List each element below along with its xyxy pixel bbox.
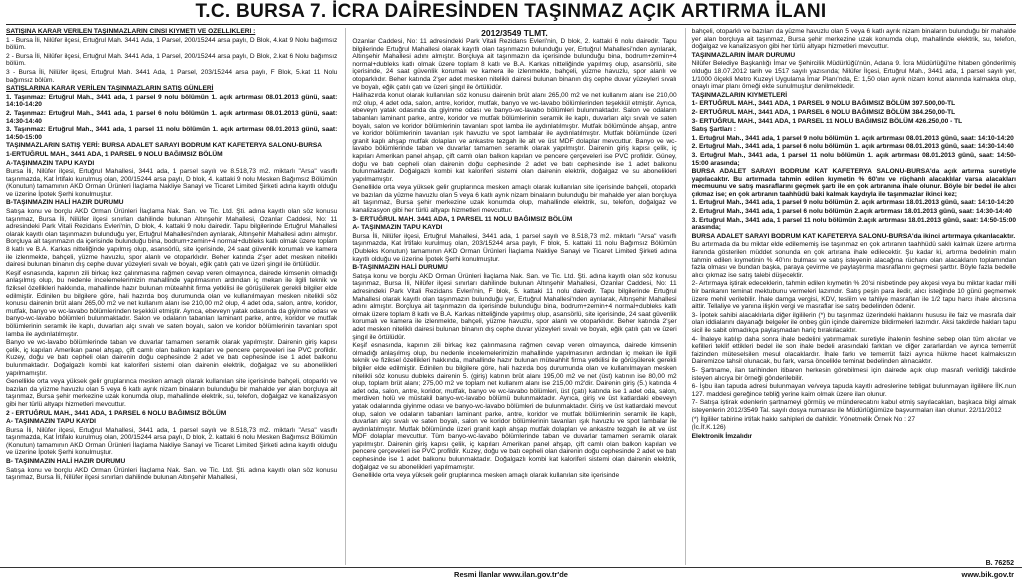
paragraph: 3. Ertuğrul Mah., 3441 ada, 1 parsel 11 nolu bölümün 2.açık artırması 18.01.2013 günü, saat: 14:50-15:00 arasında; [691, 216, 1016, 232]
paragraph: 3. Ertuğrul Mah., 3441 ada, 1 parsel 11 nolu bölümün 1. açık artırması 08.01.2013 günü, saat: 14:50-15:00 arasında; [691, 151, 1016, 167]
column-middle [345, 28, 676, 565]
paragraph: SATIŞINA KARAR VERİLEN TAŞINMAZLARIN CİNSİ KIYMETİ VE ÖZELLİKLERİ : [6, 28, 256, 35]
reference-code: B. 76252 [985, 560, 1014, 567]
paragraph: Keşif esnasında, kapının zili birkaç kez çalınmasına rağmen cevap veren olmayınca, dairede kimsenin olmadığı anlaşılmış olup, bu nedenle incelemelerimizin mahallinde yapılmasının ardından iç mekan ile ilgili teknik ve fiziksel özellikleri hakkında, mahallinde hazır bulunan müteahhit firma yetkilisi ile görüşülerek gerekli bilgiler elde edilmiştir. Edinilen bu bilgilere göre, hali hazırda boş durumunda olan ve kullanılmayan mesken nitelikli söz konusu dubleks dairenin 5. (giriş) katının brüt alanı 195,00 m2 ve net (üst) katının ise 80,00 m2 olup, toplam brüt alanı; 275,00 m2 ve toplam net kullanım alanı ise 215,00 m2'dir. Dairenin giriş (5.) katında 4 adet oda, salon, antre, koridor, mutfak, banyo ve wc-lavabo bölümleri, üst (çatı) katında ise 1 adet oda, salon, merdiven holü ve müstakil banyo-wc-lavabo bölümü bulunmaktadır. Ayrıca, giriş ve üst katlardaki ebeveyn yatak odalarında giyinme odası ve banyo-wc-lavabo bölümleri de bulunmaktadır. Giriş ve üst katlardaki mevcut olup, salon ve odaların tabanları laminant parke, antre, koridor ve mutfak bölümlerinin seramik ile kaplı, duvarları alçı sıvalı ve saten boyalı, salon ve koridor bölümlerinin tavanları ışık havuzlu ve spot lambalar ile aydınlatılmıştır. Mutfak bölümünde üzeri granit kaplı ahşap mutfak dolapları ve ankastre tezgah ile alt ve üst MDF dolaplar mevcuttur. Tüm banyo-wc-lavabo bölümlerinde taban ve duvarlar tamamen seramik olarak yapılmıştır. Dairenin giriş kapısı çelik, iç kapıları Amerikan panel ahşap, çift camlı olan balkon kapıları ve pencere çerçeveleri ise PVC profildir. Kuzey, doğu ve batı cepheli olan dairenin doğu cephesinde 2 adet ve batı cephesinde ise 1 adet balkonu bulunmaktadır. Doğalgazlı kombi kat kaloriferi sistemi olan dairenin elektrik, doğalgaz ve su abonelikleri yapılmamıştır. [352, 342, 677, 471]
column-left [6, 28, 337, 565]
paragraph: 2. Taşınmaz: Ertuğrul Mah., 3441 ada, 1 parsel 6 nolu bölümün 1. açık artırması 08.01.2013 günü, saat: 14:30-14:40 [6, 109, 338, 125]
footer [0, 567, 1022, 582]
footer-center: Resmi İlanlar www.ilan.gov.tr'de [454, 570, 568, 579]
paragraph: 2 - Bursa İli, Nilüfer ilçesi, Ertuğrul Mah. 3441 Ada, 1 Parsel, 200/15244 arsa paylı, D Blok, 2.kat 6 Nolu bağımsız bölüm. [6, 52, 338, 68]
paragraph: 1. Taşınmaz: Ertuğrul Mah., 3441 ada, 1 parsel 9 nolu bölümün 1. açık artırması 08.01.2013 günü, saat: 14:10-14:20 [6, 93, 338, 109]
paragraph: 1-ERTUĞRUL MAH., 3441 ADA, 1 PARSEL 9 NOLU BAĞIMSIZ BÖLÜM [6, 150, 223, 158]
paragraph: 5- Şartname, ilan tarihinden itibaren herkesin görebilmesi için dairede açık olup masrafı verildiği takdirde isteyen alıcıya bir örneği gönderilebilir. [691, 366, 1016, 382]
footer-website: www.bik.gov.tr [961, 570, 1014, 579]
paragraph: 4- İhaleye katılıp daha sonra ihale bedelini yatırmamak suretiyle ihalenin feshine sebep olan tüm alıcılar ve kefilleri teklif ettikleri bedel ile son ihale bedeli arasındaki farktan ve diğer zararlardan ve ayrıca temerrüt faizinden müteselsilen mesul olacaklardır. İhale farkı ve temerrüt faizi ayrıca hükme hacet kalmaksızın Dairemizce tahsil olunacak, bu fark, varsa öncelikle teminat bedelinden alınacaktır. [691, 335, 1016, 366]
paragraph: A- TAŞINMAZIN TAPU KAYDI [352, 224, 443, 232]
paragraph: 3- ERTUĞRUL MAH. 3441 ADA, 1 PARSEL 11 NOLU BAĞIMSIZ BÖLÜM [352, 215, 573, 223]
paragraph: B-TAŞINMAZIN HALİ DURUMU [352, 264, 448, 272]
paragraph: 3- ERTUĞRUL MAH., 3441 ADA, 1 PARSEL 11 NOLU BAĞIMSIZ BÖLÜM 426.250,00 - TL [691, 117, 963, 125]
paragraph: Halihazırda konut olarak kullanılan söz konusu dairenin brüt alanı 265,00 m2 ve net kullanım alanı ise 210,00 m2 olup, 4 adet oda, salon, antre, koridor, mutfak, banyo ve wc-lavabo bölümlerinden teşekkül etmiştir. Ayrıca, ebeveyn yatak odasında da giyinme odası ve banyo-wc-lavabo bölümleri bulunmaktadır. Salon ve odaların tabanları laminant parke, antre, koridor ve mutfak bölümlerinin seramik ile kaplı, duvarları alçı sıvalı ve saten boyalı, salon ve koridor bölümlerinin tavanları spot lamba ile aydınlatılmıştır. Mutfak bölümünde ahşap, antre ve koridor bölümlerinin tavanları ışık havuzlu ve spot lambalar ile aydınlatılmıştır. Mutfak bölümünde üzeri granit kaplı ahşap mutfak dolapları ve ankastre tezgah ile alt ve üst MDF dolaplar mevcuttur. Banyo ve wc-lavabo bölümlerinde taban ve duvarlar tamamen seramik olarak yapılmıştır. Dairenin giriş kapısı çelik, iç kapıları Amerikan panel ahşap, çift camlı olan balkon kapıları ve pencere çerçeveleri ise PVC profildir. Güney, doğu ve batı cepheli olan dairenin doğu cephesinde 2 adet ve batı cephesinde ise 1 adet balkonu bulunmaktadır. Doğalgazlı kombi kat kaloriferi sistemi olan dairenin elektrik, doğalgaz ve su abonelikleri yapılmamıştır. [352, 92, 677, 183]
paragraph: 1. Ertuğrul Mah., 3441 ada, 1 parsel 9 nolu bölümün 2. açık artırması 18.01.2013 günü, saat: 14:10-14:20 [691, 199, 1014, 207]
paragraph: 2 - ERTUĞRUL MAH., 3441 ADA, 1 PARSEL 6 NOLU BAĞIMSIZ BÖLÜM [6, 409, 227, 417]
paragraph: BURSA ADALET SARAYI BODRUM KAT KAFETERYA SALONU-BURSA'da açık artırma suretiyle yapılacaktır. Bu artırmada tahmin edilen kıymetin % 60'ını ve rüçhanlı alacaklılar varsa alacakları mecmuunu ve satış masraflarını geçmek şartı ile en çok artıranına ihale olunur. Böyle bir bedel ile alıcı çıkmaz ise; en çok artıranın taahhüdü baki kalmak kaydıyla ile taşınmazlar ikinci kez; [691, 168, 1016, 198]
paragraph: B- TAŞINMAZIN HALİ HAZIR DURUMU [6, 458, 126, 466]
paragraph: 1. Ertuğrul Mah., 3441 ada, 1 parsel 9 nolu bölümün 1. açık artırması 08.01.2013 günü, saat: 14:10-14:20 [691, 134, 1014, 142]
paragraph: TAŞINMAZLARIN İMAR DURUMU [691, 51, 796, 59]
paragraph: Genellikle orta veya yüksek gelir gruplarınca mesken amaçlı olarak kullanılan site içerisinde [352, 472, 620, 480]
paragraph: A-TAŞINMAZIN TAPU KAYDI [6, 159, 95, 167]
paragraph: Satışa konu ve borçlu AKD Orman Ürünleri İlaçlama Nak. San. ve Tic. Ltd. Şti. adına kayıtlı olan söz konusu taşınmaz, Bursa İli, Nilüfer ilçesi sınırları dahilinde bulunan Altınşehir Mahallesi, [6, 466, 338, 482]
paragraph: TAŞINMAZLARIN KIYMETLERİ [691, 91, 788, 99]
paragraph: 2. Ertuğrul Mah., 3441 ada, 1 parsel 6 nolu bölümün 2.açık artırması 18.01.2013 günü, saat: 14:30-14:40 [691, 208, 1012, 216]
paragraph: 3 - Bursa İli, Nilüfer ilçesi, Ertuğrul Mah. 3441 Ada, 1 Parsel, 203/15244 arsa paylı, F Blok, 5.kat 11 Nolu bağımsız bölüm. [6, 68, 338, 84]
paragraph: Elektronik İmzalıdır [691, 432, 753, 440]
paragraph: Bursa İli, Nilüfer ilçesi, Ertuğrul Mahallesi, 3441 ada, 1 parsel sayılı ve 8.518,73 m2. miktarlı "Arsa" vasıflı taşınmazda, Kat İrtifakı kurulmuş olan, 200/15244 arsa paylı, D blok, 2. kattaki 6 nolu Mesken Bağımsız Bölümün (Konutun) tamamının AKD Orman Ürünleri İlaçlama Nakliye Sanayi ve Ticaret Limited Şirketi adına kayıtlı olduğu ve üzerine İpotek Şerhi konulmuştur. [6, 426, 338, 457]
paragraph: (İc.İf.K.126) [691, 424, 726, 432]
paragraph: TAŞINMAZLARIN SATIŞ YERİ: BURSA ADALET SARAYI BODRUM KAT KAFETERYA SALONU-BURSA [6, 142, 323, 150]
paragraph: 7- Satışa iştirak edenlerin şartnameyi görmüş ve münderecatını kabul etmiş sayılacakları, başkaca bilgi almak isteyenlerin 2012/3549 Tal. sayılı dosya numarası ile Müdürlüğümüze başvurmaları ilan olunur. 22/11/2012 [691, 399, 1016, 414]
paragraph: Banyo ve wc-lavabo bölümlerinde taban ve duvarlar tamamen seramik olarak yapılmıştır. Dairenin giriş kapısı çelik, iç kapıları Amerikan panel ahşap, çift camlı olan balkon kapıları ve pencere çerçeveleri ise PVC profildir. Kuzey, doğu ve batı cepheli olan dairenin doğu cephesinde 2 adet ve batı cephesinde ise 1 adet balkonu bulunmaktadır. Doğalgazlı kombi kat kaloriferi sistemi olan dairenin elektrik, doğalgaz ve su abonelikleri yapılmamıştır. [6, 339, 338, 377]
paragraph: Ozanlar Caddesi, No: 11 adresindeki Park Vitali Rezidans Evleri'nin, D blok, 2. kattaki 6 nolu dairedir. Tapu bilgilerinde Ertuğrul Mahallesi olarak kayıtlı olan taşınmazın bulunduğu yer, Ertuğrul Mahallesi'nden ayrılarak, Altınşehir Mahallesi adını almıştır. Borçluya ait taşınmazın da içerisinde bulunduğu bina, bodrum+zemin+4 normal+dubleks katlı olmak üzere toplam 8 katlı ve B.A. Karkas nitteliğinde yapılmış olup, asansörlü, site içerisinde, 24 saat güvenlik korumalı ve kamera ile izlenmekte, bahçeli, yüzme havuzlu, spor alanlı ve otoparklıdır. Beher katında 2'şer adet mesken niteliklı dairesi bulunan binanın dış cephe duvar yüzeyleri sıvalı ve boyalı, eğik çatılı çatı ve üzeri şingıl ile örtülüdür. [352, 38, 677, 91]
paragraph: Satışa konu ve borçlu AKD Orman Ürünleri İlaçlama Nak. San. ve Tic. Ltd. Şti. adına kayıtlı olan söz konusu taşınmaz, Bursa İli, Nilüfer ilçesi sınırları dahilinde bulunan Altınşehir Mahallesi, Ozanlar Caddesi, No: 11 adresindeki Park Vitali Rezidans Evleri'nin, D blok, 4. kattaki 9 nolu dairedir. Tapu bilgilerinde Ertuğrul Mahallesi olarak kayıtlı olan taşınmazın bulunduğu yer, Ertuğrul Mahallesi'nden ayrılarak, Altınşehir Mahallesi adını almıştır. Borçluya ait taşınmazın da içerisinde bulunduğu bina, bodrum+zemin+4 normal+dubleks katlı olmak üzere toplam 8 katlı ve B.A. Karkas nitteliğinde yapılmış olup, asansörlü, site içerisinde, 24 saat güvenlik korumalı ve kamera ile izlenmekte, bahçeli, yüzme havuzlu, spor alanlı ve otoparklıdır. Beher katında 2'şer adet mesken niteliklı dairesi bulunan binanın dış cephe duvar yüzeyleri sıvalı ve boyalı, eğik çatılı çatı ve üzeri şingıl ile örtülüdür. [6, 208, 338, 269]
notice-body [6, 25, 1016, 565]
paragraph: SATIŞLARINA KARAR VERİLEN TAŞINMAZLARIN SATIŞ GÜNLERİ [6, 85, 214, 93]
paragraph: A- TAŞINMAZIN TAPU KAYDI [6, 418, 96, 426]
paragraph: Bursa İli, Nilüfer ilçesi, Ertuğrul Mahallesi, 3441 ada, 1 parsel sayılı ve 8.518,73 m2. miktarlı "Arsa" vasıflı taşınmazda, Kat İrtifakı kurulmuş olan, 203/15244 arsa paylı, F blok, 5. kattaki 11 nolu Bağımsız Bölümün (Dubleks Konutun) tamamının AKD Orman Ürünleri İlaçlama Nakliye Sanayi ve Ticaret Limited Şirketi adına kayıtlı olduğu ve üzerine İpotek Şerhi konulmuştur. [352, 232, 677, 263]
paragraph: B-TAŞINMAZIN HALİ HAZIR DURUMU [6, 199, 124, 207]
paragraph: bahçeli, otoparklı ve bazıları da yüzme havuzlu olan 5 veya 6 katlı ayrık nizam binaların bulunduğu bir mahalde yer alan borçluya ait taşınmaz, Bursa şehir merkezine uzak konumda olup, mahallinde elektrik, su, telefon, doğalgaz ve kanalizasyon gibi her türlü altyapı hizmetleri mevcuttur. [691, 28, 1016, 51]
paragraph: Bursa İli, Nilüfer ilçesi, Ertuğrul Mahallesi, 3441 ada, 1 parsel sayılı ve 8.518,73 m2. miktarlı "Arsa" vasıflı taşınmazda, Kat İrtifakı kurulmuş olan, 200/15244 arsa paylı, D blok, 4. kattaki 9 nolu Mesken Bağımsız Bölümün (Konutun) tamamının AKD Orman Ürünleri İlaçlama Nakliye Sanayi ve Ticaret Limited Şirketi adına kayıtlı olduğu ve üzerine İpotek Şerhi konulmuştur. [6, 168, 338, 198]
paragraph: Bu artırmada da bu miktar elde edilememiş ise taşınmaz en çok artıranın taahhüdü saklı kalmak üzere artırma ilanında gösterilen müddet sonunda en çok artırana ihale edilecektir. Şu kadar ki, artırma bedelinin malın tahmin edilen kıymetinin % 40'ını bulması ve satış isteyenin alacağına rüchanı olan alacakların toplamından fazla olması ve bundan başka, paraya çevirme ve paylaştırma masraflarını geçmesi şarttır. Böyle fazla bedelle alıcı çıkmaz ise satış talebi düşecektir. [691, 241, 1016, 279]
paragraph: 2. Ertuğrul Mah., 3441 ada, 1 parsel 6 nolu bölümün 1. açık artırması 08.01.2013 günü, saat: 14:30-14:40 [691, 143, 1014, 151]
paragraph: Satışa konu ve borçlu AKD Orman Ürünleri İlaçlama Nak. San. ve Tic. Ltd. Şti. adına kayıtlı olan söz konusu taşınmaz, Bursa İli, Nilüfer ilçesi sınırları dahilinde bulunan Altınşehir Mahallesi, Ozanlar Caddesi, No: 11 adresindeki Park Vitali Rezidans Evleri'nin, F blok, 5. kattaki 11 nolu dairedir. Tapu bilgilerinde Ertuğrul Mahallesi olarak kayıtlı olan taşınmazın bulunduğu yer, Ertuğrul Mahallesi'nden ayrılarak, Altınşehir Mahallesi adını almıştır. Borçluya ait taşınmazın da içerisinde bulunduğu bina, bodrum+zemin+4 normal+dubleks katlı olmak üzere toplam 8 katlı ve B.A. Karkas nitteliğinde yapılmış olup, asansörlü, site içerisinde, 24 saat güvenlik korumalı ve kamera ile izlenmekte, bahçeli, yüzme havuzlu, spor alanlı ve otoparklıdır. Beher katında 2'şer adet mesken niteliklı dairesi bulunan binanın dış cephe duvar yüzeyleri sıvalı ve boyalı, eğik çatılı çatı ve üzeri şingıl ile örtülüdür. [352, 272, 677, 341]
paragraph: 2- Artırmaya iştirak edeceklerin, tahmin edilen kıymetin % 20'si nisbetinde pey akçesi veya bu miktar kadar milli bir bankanın teminat mektubunu vermeleri lazımdır. Satış peşin para iledir, alıcı isteğinde 10 günü geçmemek üzere mehil verilebilir. İhale damga vergisi, KDV, tesliim ve tahliye masrafları ile 1/2 tapu harcı ihale alıcısına aittir. Tellaliye ve yanına ilişkin vergi ve masraflar ise satış bedelinden ödenir. [691, 280, 1016, 311]
paragraph: Genellikle orta veya yüksek gelir gruplarınca mesken amaçlı olarak kullanılan site içerisinde bahçeli, otoparklı ve bazıları da yüzme havuzlu olan 5 veya 6 katlı ayrık nizam binaların bulunduğu bir mahalde yer alan borçluya ait taşınmaz, Bursa şehir merkezine uzak konumda olup, mahallinde elektrik, su, telefon, doğalgaz ve kanalizasyon gibi her türlü altyapı hizmetleri mevcuttur. [352, 184, 677, 215]
paragraph: Genellikle orta veya yüksek gelir gruplarınca mesken amaçlı olarak kullanılan site içerisinde bahçeli, otoparklı ve bazıları da yüzme havuzlu olan 5 veya 6 katlı ayrık nizam binaların bulunduğu bir mahalde yer alan borçluya ait taşınmaz, Bursa şehir merkezine uzak konumda olup, mahallinde elektrik, su, telefon, doğalgaz ve kanalizasyon gibi her türlü altyapı hizmetleri mevcuttur. [6, 378, 338, 408]
page-title: T.C. BURSA 7. İCRA DAİRESİNDEN TAŞINMAZ AÇIK ARTIRMA İLANI [6, 0, 1016, 25]
column-right [685, 28, 1016, 565]
file-number: 2012/3549 TLMT. [481, 28, 548, 38]
paragraph: 3- İpotek sahibi alacaklılarla diğer ilgililerin (*) bu taşınmaz üzerindeki haklarını hususu ile faiz ve masrafa dair olan iddialarını dayanağı belgeler ile onbeş gün içinde dairemize bildirmeleri lazımdır. Aksi takdirde hakları tapu sicil ile sabit olmadıkça paylaşmadan hariç bırakılacaktır. [691, 311, 1016, 334]
paragraph: BURSA ADALET SARAYI BODRUM KAT KAFETERYA SALONU-BURSA'da ikinci artırmaya çıkarılacaktır. [691, 232, 1016, 240]
paragraph: Keşif esnasında, kapının zili birkaç kez çalınmasına rağmen cevap veren olmayınca, dairede kimsenin olmadığı anlaşılmış olup, bu nedenle incelemelerimizin mahallinde yapılmasının ardından iç mekan ile ilgili teknik ve fiziksel özellikleri hakkında, mahallinde hazır bulunan müteahhit firma yetkilisi ile görüşülerek gerekli bilgiler elde edilmiştir. Edinilen bu bilgilere göre, hali hazırda boş durumunda olan ve kullanılmayan mesken nitelikli söz konusu dairenin brüt alanı 265,00 m2 ve net kullanım alanı ise 210,00 m2 olup, 4 adet oda, salon, antre, koridor, mutfak, banyo ve wc-lavabo bölümlerinden teşekkül etmiştir. Ayrıca, ebeveyn yatak odasında da giyinme odası ve banyo-wc-lavabo bölümleri bulunmaktadır. Salon ve odaların tabanları laminant parke, antre, koridor ve mutfak bölümlerinin seramik ile kaplı, duvarları alçı sıvalı ve saten boyalı, salon ve koridor bölümlerinin tavanları spot lamba ile aydınlatılmıştır. [6, 269, 338, 338]
paragraph: 1 - Bursa İli, Nilüfer ilçesi, Ertuğrul Mah. 3441 Ada, 1 Parsel, 200/15244 arsa paylı, D Blok, 4.kat 9 Nolu bağımsız bölüm. [6, 36, 338, 52]
paragraph: 3. Taşınmaz: Ertuğrul Mah., 3441 ada, 1 parsel 11 nolu bölümün 1. açık artırması 08.01.2013 günü, saat: 14:50-15:00 [6, 126, 338, 141]
paragraph: (*) İlgililer tabirine irtifak hakkı sahipleri de dahildir. Yönetmelik Örnek No : 27 [691, 415, 916, 423]
paragraph: Satış Şartları : [691, 126, 736, 134]
paragraph: 1- ERTUĞRUL MAH., 3441 ADA, 1 PARSEL 9 NOLU BAĞIMSIZ BÖLÜM 397.500,00-TL [691, 100, 956, 108]
paragraph: Nilüfer Belediye Başkanlığı İmar ve Şehircilik Müdürlüğü'nün, Adana 9. İcra Müdürlüğü'ne hitaben gönderilmiş olduğu 18.07.2012 tarih ve 1517 sayılı yazısında; Nilüfer İlçesi, Ertuğrul Mah., 3441 ada, 1 parsel sayılı yer, 1/1000 ölçekli Metro Kuzeyi Uygulama İmar Planı'nda, E: 1,50 olan ayrık nizam konut alanında kalmakta olup, onaylı imar planı örneği ekte sunulmuştur denilmektedir. [691, 60, 1016, 91]
paragraph: 6- İşbu ilan tapuda adresi bulunmayan ve/veya tapuda kayıtlı adreslerine tebligat bulunmayan ilgililere İİK.nun 127. maddesi gereğince tebliğ yerine kaim olmak üzere ilan olunur. [691, 383, 1016, 398]
paragraph: 2- ERTUĞRUL MAH., 3441 ADA, 1 PARSEL 6 NOLU BAĞIMSIZ BÖLÜM 384.250,00-TL [691, 108, 956, 116]
